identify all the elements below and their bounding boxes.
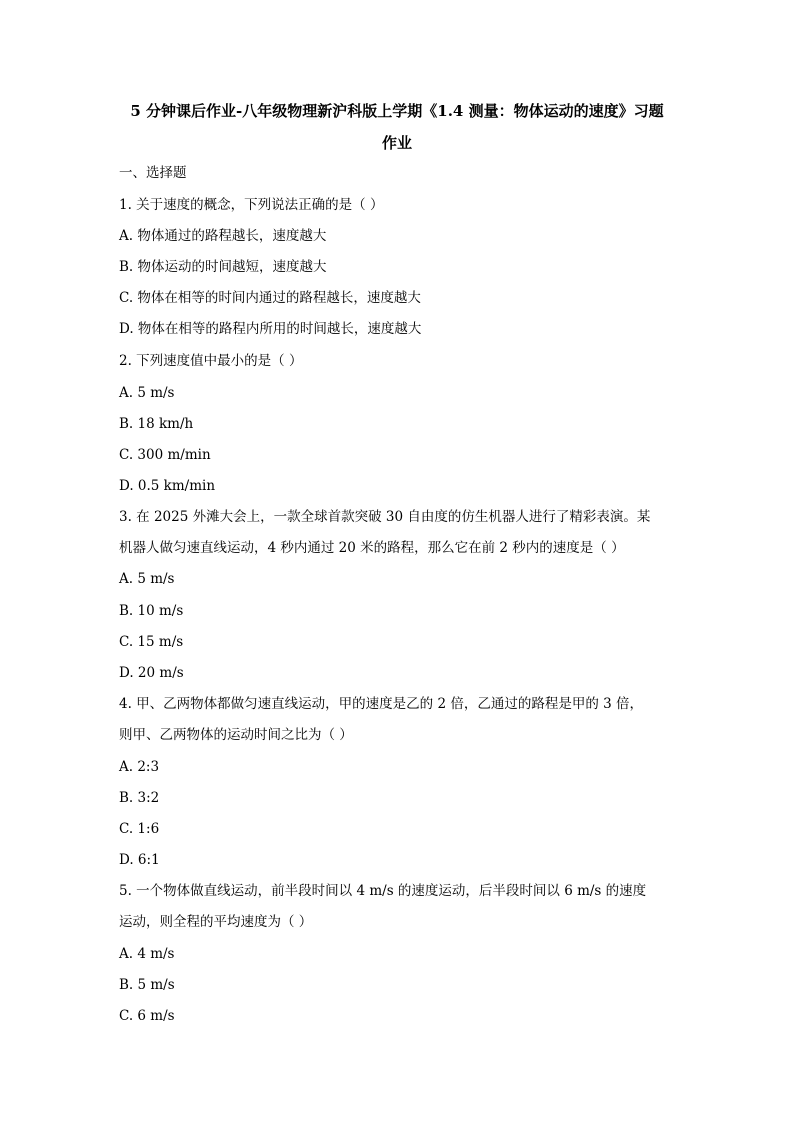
- question-4-option-c: C. 1:6: [119, 821, 160, 837]
- question-4-stem-line-1: 4. 甲、乙两物体都做匀速直线运动，甲的速度是乙的 2 倍，乙通过的路程是甲的 3 倍，: [119, 696, 644, 712]
- question-5-option-b: B. 5 m/s: [119, 977, 175, 993]
- question-3-stem-line-1: 3. 在 2025 外滩大会上，一款全球首款突破 30 自由度的仿生机器人进行了精彩表演。某: [119, 509, 651, 525]
- question-4-stem-line-2: 则甲、乙两物体的运动时间之比为（ ）: [119, 727, 353, 743]
- doc-title-line-1: 5 分钟课后作业-八年级物理新沪科版上学期《1.4 测量：物体运动的速度》习题: [130, 102, 664, 120]
- question-2-option-b: B. 18 km/h: [119, 416, 194, 432]
- question-4-option-a: A. 2:3: [119, 759, 160, 775]
- question-2-option-d: D. 0.5 km/min: [119, 478, 216, 494]
- question-2-stem: 2. 下列速度值中最小的是（ ）: [119, 353, 303, 369]
- question-5-option-a: A. 4 m/s: [119, 946, 175, 962]
- question-1-option-d: D. 物体在相等的路程内所用的时间越长，速度越大: [119, 321, 422, 337]
- question-1-option-a: A. 物体通过的路程越长，速度越大: [119, 228, 327, 244]
- question-1-option-c: C. 物体在相等的时间内通过的路程越长，速度越大: [119, 290, 421, 306]
- question-5-stem-line-2: 运动，则全程的平均速度为（ ）: [119, 914, 313, 930]
- question-3-option-b: B. 10 m/s: [119, 603, 184, 619]
- question-2-option-a: A. 5 m/s: [119, 385, 175, 401]
- question-2-option-c: C. 300 m/min: [119, 447, 211, 463]
- question-3-stem-line-2: 机器人做匀速直线运动，4 秒内通过 20 米的路程，那么它在前 2 秒内的速度是（ ）: [119, 540, 625, 556]
- section-heading: 一、选择题: [119, 165, 187, 181]
- question-3-option-a: A. 5 m/s: [119, 571, 175, 587]
- question-5-option-c: C. 6 m/s: [119, 1008, 175, 1024]
- question-5-stem-line-1: 5. 一个物体做直线运动，前半段时间以 4 m/s 的速度运动，后半段时间以 6 m/s 的速度: [119, 883, 647, 899]
- doc-title-line-2: 作业: [381, 134, 412, 152]
- question-4-option-d: D. 6:1: [119, 852, 160, 868]
- question-4-option-b: B. 3:2: [119, 790, 160, 806]
- question-1-stem: 1. 关于速度的概念，下列说法正确的是（ ）: [119, 197, 384, 213]
- question-1-option-b: B. 物体运动的时间越短，速度越大: [119, 259, 327, 275]
- question-3-option-d: D. 20 m/s: [119, 665, 184, 681]
- question-3-option-c: C. 15 m/s: [119, 634, 184, 650]
